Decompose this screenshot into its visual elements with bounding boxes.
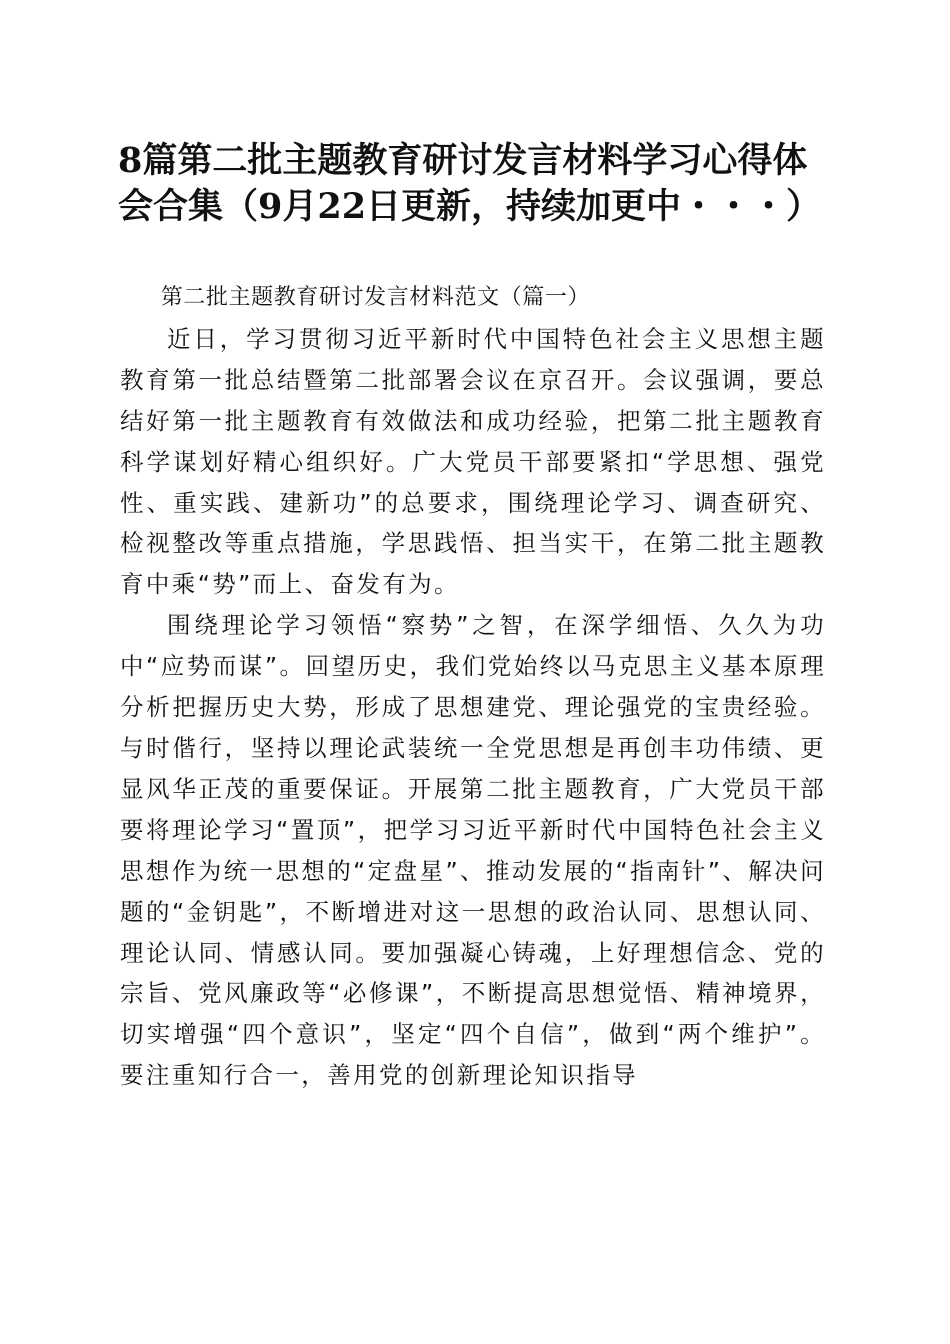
document-title xyxy=(118,138,830,230)
document-body xyxy=(120,278,826,1096)
title-line-2: 会合集（9月22日更新，持续加更中・・・） xyxy=(118,186,822,227)
section-heading: 第二批主题教育研讨发言材料范文（篇一） xyxy=(160,285,591,310)
paragraph-1: 近日，学习贯彻习近平新时代中国特色社会主义思想主题教育第一批总结暨第二批部署会议在京召开。会议强调，要总结好第一批主题教育有效做法和成功经验，把第二批主题教育科学谋划好精心组织好。广大党员干部要紧扣“学思想、强党性、重实践、建新功”的总要求，围绕理论学习、调查研究、检视整改等重点措施，学思践悟、担当实干，在第二批主题教育中乘“势”而上、奋发有为。 xyxy=(120,324,826,599)
paragraph-2: 围绕理论学习领悟“察势”之智，在深学细悟、久久为功中“应势而谋”。回望历史，我们党始终以马克思主义基本原理分析把握历史大势，形成了思想建党、理论强党的宝贵经验。与时偕行，坚持以理论武装统一全党思想是再创丰功伟绩、更显风华正茂的重要保证。开展第二批主题教育，广大党员干部要将理论学习“置顶”，把学习习近平新时代中国特色社会主义思想作为统一思想的“定盘星”、推动发展的“指南针”、解决问题的“金钥匙”，不断增进对这一思想的政治认同、思想认同、理论认同、情感认同。要加强凝心铸魂，上好理想信念、党的宗旨、党风廉政等“必修课”，不断提高思想觉悟、精神境界，切实增强“四个意识”，坚定“四个自信”，做到“两个维护”。要注重知行合一，善用党的创新理论知识指导 xyxy=(120,611,826,1090)
title-line-1: 8篇第二批主题教育研讨发言材料学习心得体 xyxy=(118,140,808,181)
